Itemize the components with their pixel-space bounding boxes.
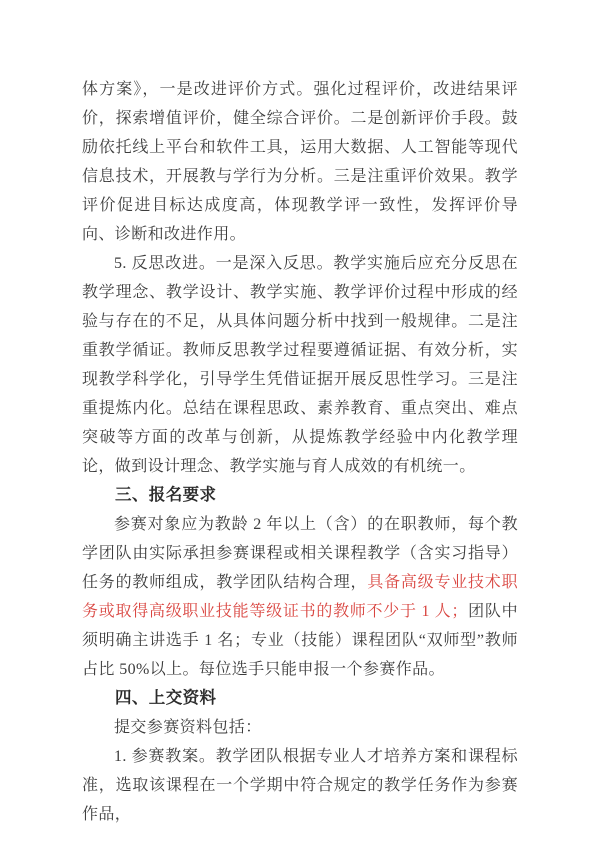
document-content xyxy=(82,75,518,829)
paragraph-registration-requirements xyxy=(82,510,518,684)
paragraph-evaluation-continued: 体方案》，一是改进评价方式。强化过程评价，改进结果评价，探索增值评价，健全综合评价。二是创新评价手段。鼓励依托线上平台和软件工具，运用大数据、人工智能等现代信息技术，开展教与学行为分析。三是注重评价效果。教学评价促进目标达成度高，体现教学评一致性，发挥评价导向、诊断和改进作用。 xyxy=(82,81,518,243)
registration-red-highlight: 具备高级专业技术职务或取得高级职业技能等级证书的教师不少于 1 人； xyxy=(82,574,518,620)
section-heading-submission-materials: 四、上交资料 xyxy=(115,689,217,707)
registration-text-after-highlight: 团队中须明确主讲选手 1 名；专业（技能）课程团队“双师型”教师占比 50%以上。每位选手只能申报一个参赛作品。 xyxy=(82,603,518,678)
paragraph-lesson-plan: 1. 参赛教案。教学团队根据专业人才培养方案和课程标准，选取该课程在一个学期中符合规定的教学任务作为参赛作品， xyxy=(82,748,518,823)
paragraph-materials-intro: 提交参赛资料包括： xyxy=(114,719,262,736)
paragraph-reflection-improvement: 5. 反思改进。一是深入反思。教学实施后应充分反思在教学理念、教学设计、教学实施、教学评价过程中形成的经验与存在的不足，从具体问题分析中找到一般规律。二是注重教学循证。教师反思教学过程要遵循证据、有效分析，实现教学科学化，引导学生凭借证据开展反思性学习。三是注重提炼内化。总结在课程思政、素养教育、重点突出、难点突破等方面的改革与创新，从提炼教学经验中内化教学理论，做到设计理念、教学实施与育人成效的有机统一。 xyxy=(82,255,518,475)
registration-text-before-highlight: 参赛对象应为教龄 2 年以上（含）的在职教师，每个教学团队由实际承担参赛课程或相关课程教学（含实习指导）任务的教师组成，教学团队结构合理， xyxy=(82,516,518,591)
section-heading-registration-requirements: 三、报名要求 xyxy=(115,486,217,504)
